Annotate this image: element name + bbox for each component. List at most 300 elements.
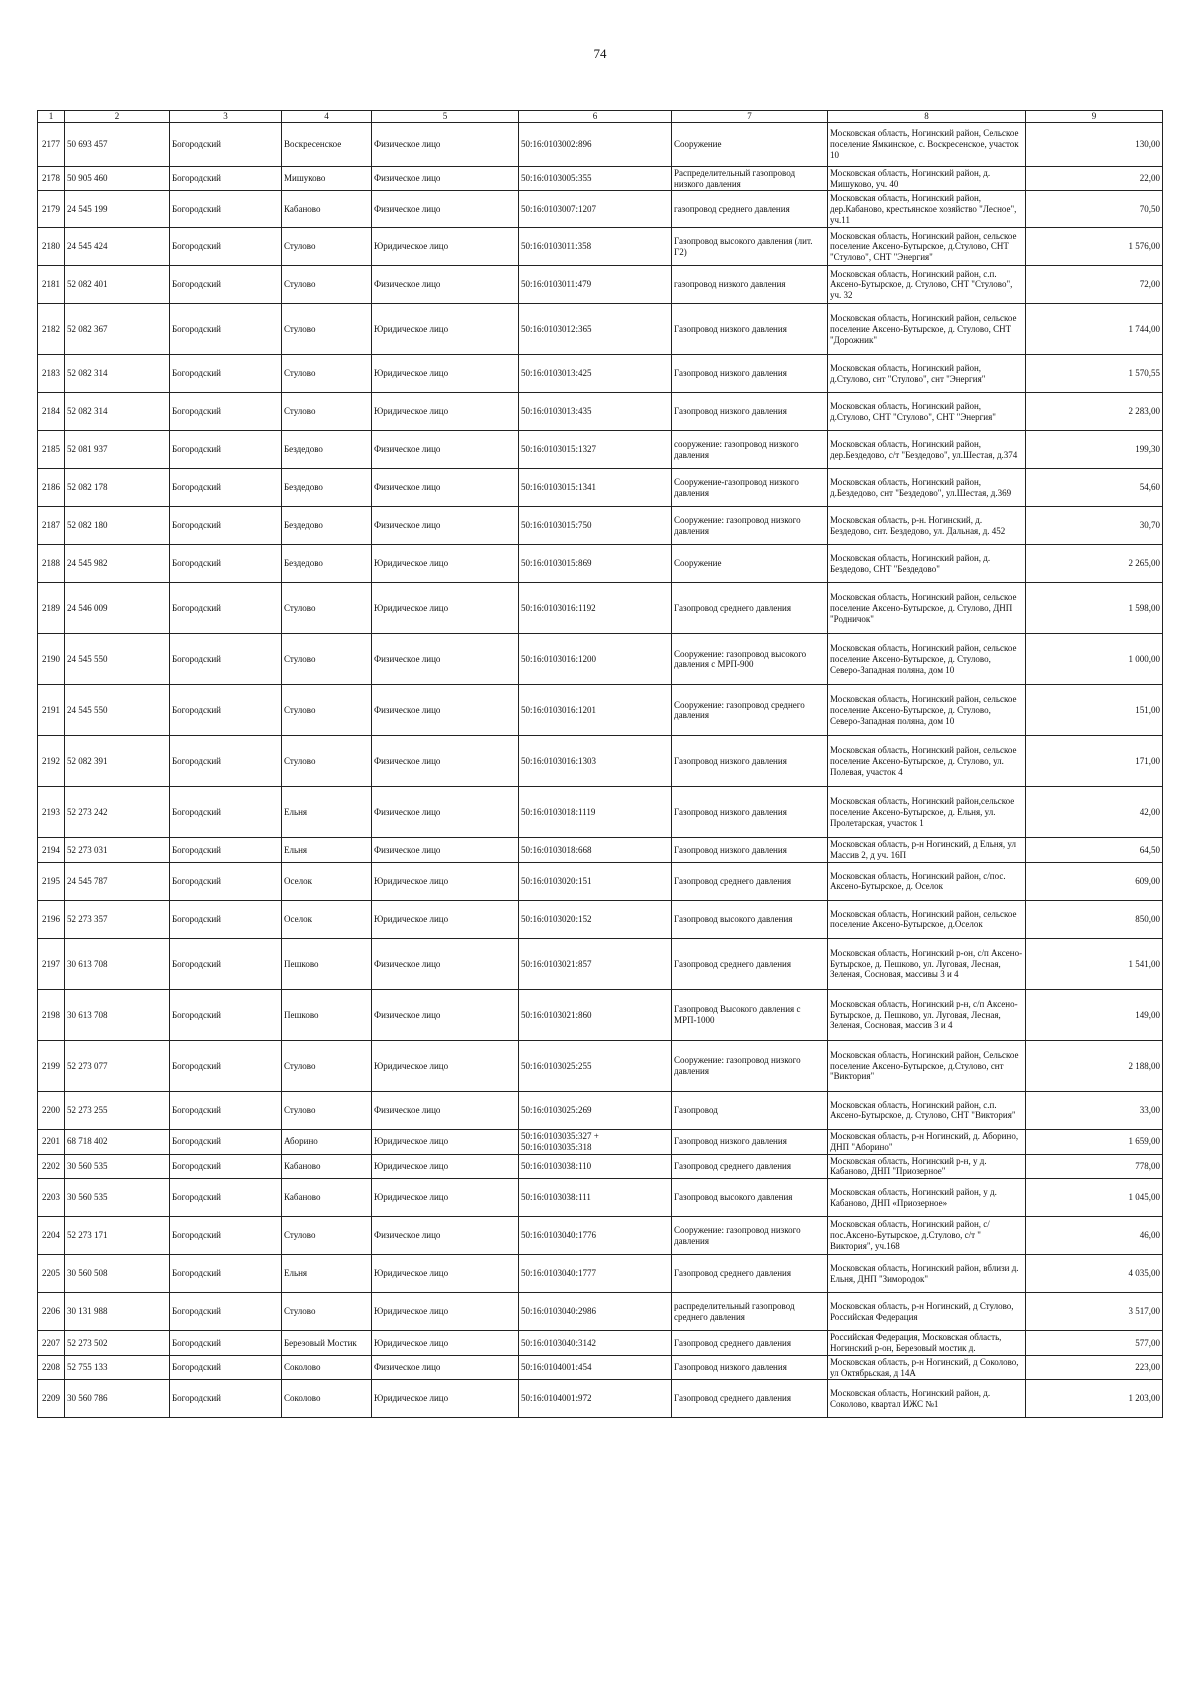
district-cell: Богородский [170, 266, 282, 304]
table-row [38, 1331, 1163, 1356]
value-cell: 850,00 [1026, 900, 1163, 938]
address-cell: Московская область, Ногинский район, дер.Кабаново, крестьянское хозяйство "Лесное", уч.11 [828, 191, 1026, 228]
owner-type-cell: Физическое лицо [372, 166, 519, 191]
value-cell: 22,00 [1026, 166, 1163, 191]
owner-type-cell: Физическое лицо [372, 938, 519, 989]
okato-code: 24 545 787 [65, 862, 170, 900]
object-type-cell: Распределительный газопровод низкого давления [672, 166, 828, 191]
object-type-cell: Сооружение: газопровод низкого давления [672, 1217, 828, 1255]
table-row [38, 1091, 1163, 1129]
cadastral-number-cell: 50:16:0103016:1200 [519, 634, 672, 685]
object-type-cell: Газопровод среднего давления [672, 938, 828, 989]
header-row [38, 111, 1163, 123]
value-cell: 171,00 [1026, 736, 1163, 787]
locality-cell: Кабаново [282, 1154, 372, 1179]
okato-code: 52 273 242 [65, 787, 170, 838]
row-number: 2180 [38, 228, 65, 266]
cadastral-number-cell: 50:16:0103002:896 [519, 122, 672, 166]
locality-cell: Ельня [282, 787, 372, 838]
address-cell: Московская область, Ногинский район, Сельское поселение Ямкинское, с. Воскресенское, участок 10 [828, 122, 1026, 166]
owner-type-cell: Юридическое лицо [372, 1293, 519, 1331]
owner-type-cell: Юридическое лицо [372, 900, 519, 938]
row-number: 2185 [38, 431, 65, 469]
row-number: 2196 [38, 900, 65, 938]
district-cell: Богородский [170, 900, 282, 938]
cadastral-number-cell: 50:16:0103025:269 [519, 1091, 672, 1129]
object-type-cell: Сооружение: газопровод высокого давления с МРП-900 [672, 634, 828, 685]
locality-cell: Аборино [282, 1129, 372, 1154]
value-cell: 1 000,00 [1026, 634, 1163, 685]
locality-cell: Пешково [282, 989, 372, 1040]
cadastral-number-cell: 50:16:0103040:1776 [519, 1217, 672, 1255]
row-number: 2201 [38, 1129, 65, 1154]
cadastral-number-cell: 50:16:0103015:869 [519, 545, 672, 583]
cadastral-number-cell: 50:16:0103013:435 [519, 393, 672, 431]
okato-code: 52 082 180 [65, 507, 170, 545]
address-cell: Московская область, Ногинский район, сельское поселение Аксено-Бутырское, д. Стулово, ул. Полевая, участок 4 [828, 736, 1026, 787]
row-number: 2187 [38, 507, 65, 545]
value-cell: 1 541,00 [1026, 938, 1163, 989]
address-cell: Российская Федерация, Московская область, Ногинский р-он, Березовый мостик д. [828, 1331, 1026, 1356]
row-number: 2178 [38, 166, 65, 191]
object-type-cell: Газопровод среднего давления [672, 862, 828, 900]
value-cell: 2 283,00 [1026, 393, 1163, 431]
object-type-cell: Газопровод низкого давления [672, 355, 828, 393]
okato-code: 24 545 982 [65, 545, 170, 583]
locality-cell: Стулово [282, 634, 372, 685]
table-row [38, 507, 1163, 545]
value-cell: 33,00 [1026, 1091, 1163, 1129]
cadastral-number-cell: 50:16:0103016:1192 [519, 583, 672, 634]
address-cell: Московская область, Ногинский р-он, с/п Аксено-Бутырское, д. Пешково, ул. Луговая, Лесная, Зеленая, Сосновая, массивы 3 и 4 [828, 938, 1026, 989]
address-cell: Московская область, р-н Ногинский, д Ельня, ул Массив 2, д уч. 16П [828, 838, 1026, 863]
cadastral-number-cell: 50:16:0104001:972 [519, 1380, 672, 1418]
district-cell: Богородский [170, 1154, 282, 1179]
object-type-cell: Газопровод среднего давления [672, 1255, 828, 1293]
address-cell: Московская область, Ногинский район, сельское поселение Аксено-Бутырское, д. Стулово, Северо-Западная поляна, дом 10 [828, 634, 1026, 685]
table-row [38, 431, 1163, 469]
okato-code: 52 082 178 [65, 469, 170, 507]
column-header: 1 [38, 111, 65, 123]
okato-code: 52 081 937 [65, 431, 170, 469]
row-number: 2209 [38, 1380, 65, 1418]
okato-code: 68 718 402 [65, 1129, 170, 1154]
owner-type-cell: Физическое лицо [372, 787, 519, 838]
okato-code: 52 082 314 [65, 393, 170, 431]
address-cell: Московская область, Ногинский район, Сельское поселение Аксено-Бутырское, д.Стулово, снт "Виктория" [828, 1040, 1026, 1091]
table-row [38, 1154, 1163, 1179]
table-row [38, 166, 1163, 191]
row-number: 2183 [38, 355, 65, 393]
value-cell: 1 045,00 [1026, 1179, 1163, 1217]
value-cell: 778,00 [1026, 1154, 1163, 1179]
district-cell: Богородский [170, 1179, 282, 1217]
object-type-cell: газопровод низкого давления [672, 266, 828, 304]
address-cell: Московская область, Ногинский р-н, у д. Кабаново, ДНП "Приозерное" [828, 1154, 1026, 1179]
object-type-cell: Газопровод высокого давления [672, 1179, 828, 1217]
district-cell: Богородский [170, 191, 282, 228]
object-type-cell: Газопровод низкого давления [672, 304, 828, 355]
locality-cell: Стулово [282, 583, 372, 634]
cadastral-number-cell: 50:16:0103011:479 [519, 266, 672, 304]
district-cell: Богородский [170, 1040, 282, 1091]
owner-type-cell: Физическое лицо [372, 1217, 519, 1255]
cadastral-number-cell: 50:16:0103013:425 [519, 355, 672, 393]
owner-type-cell: Физическое лицо [372, 431, 519, 469]
locality-cell: Мишуково [282, 166, 372, 191]
table-row [38, 545, 1163, 583]
owner-type-cell: Юридическое лицо [372, 1040, 519, 1091]
district-cell: Богородский [170, 228, 282, 266]
object-type-cell: Сооружение [672, 122, 828, 166]
district-cell: Богородский [170, 736, 282, 787]
value-cell: 577,00 [1026, 1331, 1163, 1356]
address-cell: Московская область, Ногинский район, у д. Кабаново, ДНП «Приозерное» [828, 1179, 1026, 1217]
row-number: 2193 [38, 787, 65, 838]
table-row [38, 1040, 1163, 1091]
column-header: 3 [170, 111, 282, 123]
cadastral-number-cell: 50:16:0103007:1207 [519, 191, 672, 228]
owner-type-cell: Физическое лицо [372, 507, 519, 545]
locality-cell: Стулово [282, 1293, 372, 1331]
okato-code: 30 560 535 [65, 1179, 170, 1217]
object-type-cell: Газопровод низкого давления [672, 1355, 828, 1380]
value-cell: 151,00 [1026, 685, 1163, 736]
locality-cell: Оселок [282, 862, 372, 900]
district-cell: Богородский [170, 1331, 282, 1356]
okato-code: 52 273 171 [65, 1217, 170, 1255]
locality-cell: Стулово [282, 736, 372, 787]
okato-code: 24 545 550 [65, 685, 170, 736]
table-row [38, 266, 1163, 304]
address-cell: Московская область, р-н Ногинский, д. Аборино, ДНП "Аборино" [828, 1129, 1026, 1154]
owner-type-cell: Физическое лицо [372, 989, 519, 1040]
object-type-cell: Газопровод низкого дав​ления [672, 393, 828, 431]
address-cell: Московская область, Ногинский р-н, с/п Аксено-Бутырское, д. Пешково, ул. Луговая, Лесная, Зеленая, Сосновая, массив 3 и 4 [828, 989, 1026, 1040]
locality-cell: Соколово [282, 1380, 372, 1418]
district-cell: Богородский [170, 431, 282, 469]
cadastral-number-cell: 50:16:0103011:358 [519, 228, 672, 266]
okato-code: 52 273 502 [65, 1331, 170, 1356]
cadastral-number-cell: 50:16:0103015:1327 [519, 431, 672, 469]
locality-cell: Стулово [282, 1217, 372, 1255]
cadastral-number-cell: 50:16:0103020:151 [519, 862, 672, 900]
page-number: 74 [593, 46, 607, 61]
object-type-cell: Газопровод низкого давления [672, 1129, 828, 1154]
okato-code: 30 560 535 [65, 1154, 170, 1179]
cadastral-number-cell: 50:16:0103021:857 [519, 938, 672, 989]
district-cell: Богородский [170, 989, 282, 1040]
registry-table [37, 110, 1163, 1418]
owner-type-cell: Физическое лицо [372, 266, 519, 304]
okato-code: 52 082 314 [65, 355, 170, 393]
okato-code: 52 273 077 [65, 1040, 170, 1091]
address-cell: Московская область, Ногинский район, сельское поселение Аксено-Бутырское, д. Стулово, СНТ "Дорожник" [828, 304, 1026, 355]
district-cell: Богородский [170, 166, 282, 191]
cadastral-number-cell: 50:16:0103025:255 [519, 1040, 672, 1091]
locality-cell: Березовый Мостик [282, 1331, 372, 1356]
value-cell: 149,00 [1026, 989, 1163, 1040]
okato-code: 24 545 424 [65, 228, 170, 266]
address-cell: Московская область, Ногинский район, д. Соколово, квартал ИЖС №1 [828, 1380, 1026, 1418]
table-row [38, 736, 1163, 787]
district-cell: Богородский [170, 787, 282, 838]
owner-type-cell: Юридическое лицо [372, 355, 519, 393]
okato-code: 24 546 009 [65, 583, 170, 634]
row-number: 2200 [38, 1091, 65, 1129]
column-header: 7 [672, 111, 828, 123]
okato-code: 52 273 031 [65, 838, 170, 863]
value-cell: 1 659,00 [1026, 1129, 1163, 1154]
owner-type-cell: Юридическое лицо [372, 1129, 519, 1154]
row-number: 2190 [38, 634, 65, 685]
table-row [38, 393, 1163, 431]
value-cell: 1 598,00 [1026, 583, 1163, 634]
locality-cell: Пешково [282, 938, 372, 989]
owner-type-cell: Юридическое лицо [372, 393, 519, 431]
okato-code: 52 273 255 [65, 1091, 170, 1129]
address-cell: Московская область, р-н Ногинский, д Соколово, ул Октябрьская, д 14А [828, 1355, 1026, 1380]
table-row [38, 583, 1163, 634]
row-number: 2205 [38, 1255, 65, 1293]
table-row [38, 191, 1163, 228]
value-cell: 30,70 [1026, 507, 1163, 545]
object-type-cell: Газопровод низкого давления [672, 838, 828, 863]
address-cell: Московская область, Ногинский район, вблизи д. Ельня, ДНП "Зимородок" [828, 1255, 1026, 1293]
table-row [38, 989, 1163, 1040]
address-cell: Московская область, Ногинский район,сельское поселение Аксено-Бутырское, д. Ельня, ул. Пролетарская, участок 1 [828, 787, 1026, 838]
okato-code: 52 082 401 [65, 266, 170, 304]
table-row [38, 685, 1163, 736]
row-number: 2198 [38, 989, 65, 1040]
row-number: 2189 [38, 583, 65, 634]
locality-cell: Стулово [282, 355, 372, 393]
address-cell: Московская область, Ногинский район, д.Бездедово, снт "Бездедово", ул.Шестая, д.369 [828, 469, 1026, 507]
district-cell: Богородский [170, 1091, 282, 1129]
owner-type-cell: Юридическое лицо [372, 545, 519, 583]
table-row [38, 1293, 1163, 1331]
table-row [38, 938, 1163, 989]
locality-cell: Стулово [282, 685, 372, 736]
object-type-cell: Сооружение [672, 545, 828, 583]
okato-code: 30 560 508 [65, 1255, 170, 1293]
row-number: 2192 [38, 736, 65, 787]
owner-type-cell: Юридическое лицо [372, 1179, 519, 1217]
table-row [38, 1380, 1163, 1418]
okato-code: 24 545 199 [65, 191, 170, 228]
owner-type-cell: Физическое лицо [372, 685, 519, 736]
column-header: 8 [828, 111, 1026, 123]
table-row [38, 1179, 1163, 1217]
cadastral-number-cell: 50:16:0103005:355 [519, 166, 672, 191]
district-cell: Богородский [170, 545, 282, 583]
value-cell: 70,50 [1026, 191, 1163, 228]
object-type-cell: Газопровод [672, 1091, 828, 1129]
object-type-cell: Газопровод среднего давления [672, 1380, 828, 1418]
table-row [38, 1217, 1163, 1255]
address-cell: Московская область, Ногинский район, д. Бездедово, СНТ "Бездедово" [828, 545, 1026, 583]
locality-cell: Ельня [282, 1255, 372, 1293]
object-type-cell: Газопровод высокого давления [672, 900, 828, 938]
value-cell: 223,00 [1026, 1355, 1163, 1380]
locality-cell: Кабаново [282, 1179, 372, 1217]
row-number: 2207 [38, 1331, 65, 1356]
row-number: 2186 [38, 469, 65, 507]
column-header: 4 [282, 111, 372, 123]
object-type-cell: распределительный газопровод среднего давления [672, 1293, 828, 1331]
district-cell: Богородский [170, 685, 282, 736]
table-row [38, 304, 1163, 355]
table-row [38, 900, 1163, 938]
owner-type-cell: Юридическое лицо [372, 583, 519, 634]
row-number: 2194 [38, 838, 65, 863]
value-cell: 2 188,00 [1026, 1040, 1163, 1091]
value-cell: 1 570,55 [1026, 355, 1163, 393]
address-cell: Московская область, Ногинский район, сельское поселение Аксено-Бутырское, д.Стулово, СНТ "Стулово", СНТ "Энергия" [828, 228, 1026, 266]
district-cell: Богородский [170, 469, 282, 507]
row-number: 2181 [38, 266, 65, 304]
address-cell: Московская область, Ногинский район, с/пос. Аксено-Бутырское, д. Оселок [828, 862, 1026, 900]
owner-type-cell: Юридическое лицо [372, 304, 519, 355]
column-header: 5 [372, 111, 519, 123]
address-cell: Московская область, р-н Ногинский, д Стулово, Российская Федерация [828, 1293, 1026, 1331]
object-type-cell: газопровод среднего давления [672, 191, 828, 228]
cadastral-number-cell: 50:16:0103015:750 [519, 507, 672, 545]
object-type-cell: Газопровод низкого давления [672, 736, 828, 787]
column-header: 9 [1026, 111, 1163, 123]
district-cell: Богородский [170, 583, 282, 634]
okato-code: 50 693 457 [65, 122, 170, 166]
okato-code: 52 082 367 [65, 304, 170, 355]
column-header: 2 [65, 111, 170, 123]
cadastral-number-cell: 50:16:0104001:454 [519, 1355, 672, 1380]
value-cell: 42,00 [1026, 787, 1163, 838]
cadastral-number-cell: 50:16:0103018:1119 [519, 787, 672, 838]
row-number: 2195 [38, 862, 65, 900]
table-body [38, 122, 1163, 1418]
table-row [38, 1129, 1163, 1154]
locality-cell: Кабаново [282, 191, 372, 228]
locality-cell: Оселок [282, 900, 372, 938]
okato-code: 24 545 550 [65, 634, 170, 685]
district-cell: Богородский [170, 634, 282, 685]
object-type-cell: Сооружение: газопровод низкого давления [672, 1040, 828, 1091]
locality-cell: Соколово [282, 1355, 372, 1380]
cadastral-number-cell: 50:16:0103020:152 [519, 900, 672, 938]
owner-type-cell: Физическое лицо [372, 191, 519, 228]
owner-type-cell: Физическое лицо [372, 469, 519, 507]
value-cell: 72,00 [1026, 266, 1163, 304]
value-cell: 199,30 [1026, 431, 1163, 469]
value-cell: 609,00 [1026, 862, 1163, 900]
object-type-cell: Газопровод среднего давления [672, 1331, 828, 1356]
row-number: 2203 [38, 1179, 65, 1217]
object-type-cell: Газопровод среднего давления [672, 1154, 828, 1179]
owner-type-cell: Юридическое лицо [372, 1331, 519, 1356]
district-cell: Богородский [170, 1217, 282, 1255]
cadastral-number-cell: 50:16:0103021:860 [519, 989, 672, 1040]
locality-cell: Воскресенское [282, 122, 372, 166]
owner-type-cell: Физическое лицо [372, 1355, 519, 1380]
district-cell: Богородский [170, 304, 282, 355]
address-cell: Московская область, Ногинский район, сельское поселение Аксено-Бутырское, д. Стулово, Северо-Западная поляна, дом 10 [828, 685, 1026, 736]
locality-cell: Бездедово [282, 469, 372, 507]
object-type-cell: сооружение: газопровод низкого давления [672, 431, 828, 469]
owner-type-cell: Юридическое лицо [372, 862, 519, 900]
object-type-cell: Газопровод высокого давления (лит. Г2) [672, 228, 828, 266]
cadastral-number-cell: 50:16:0103035:327 + 50:16:0103035:318 [519, 1129, 672, 1154]
district-cell: Богородский [170, 1293, 282, 1331]
district-cell: Богородский [170, 838, 282, 863]
okato-code: 30 560 786 [65, 1380, 170, 1418]
cadastral-number-cell: 50:16:0103038:110 [519, 1154, 672, 1179]
row-number: 2206 [38, 1293, 65, 1331]
address-cell: Московская область, Ногинский район, с.п. Аксено-Бутырское, д. Стулово, СНТ "Виктория" [828, 1091, 1026, 1129]
locality-cell: Стулово [282, 1040, 372, 1091]
table-row [38, 228, 1163, 266]
district-cell: Богородский [170, 1129, 282, 1154]
okato-code: 52 082 391 [65, 736, 170, 787]
owner-type-cell: Юридическое лицо [372, 1255, 519, 1293]
column-header: 6 [519, 111, 672, 123]
okato-code: 30 613 708 [65, 989, 170, 1040]
object-type-cell: Газопровод низкого давления [672, 787, 828, 838]
table-row [38, 469, 1163, 507]
table-row [38, 1255, 1163, 1293]
row-number: 2208 [38, 1355, 65, 1380]
cadastral-number-cell: 50:16:0103040:2986 [519, 1293, 672, 1331]
row-number: 2191 [38, 685, 65, 736]
okato-code: 30 131 988 [65, 1293, 170, 1331]
object-type-cell: Газопровод Высокого давления с МРП-1000 [672, 989, 828, 1040]
address-cell: Московская область, Ногинский район, с.п. Аксено-Бутырское, д. Стулово, СНТ "Стулово", уч. 32 [828, 266, 1026, 304]
owner-type-cell: Физическое лицо [372, 838, 519, 863]
owner-type-cell: Физическое лицо [372, 634, 519, 685]
row-number: 2188 [38, 545, 65, 583]
locality-cell: Ельня [282, 838, 372, 863]
cadastral-number-cell: 50:16:0103040:3142 [519, 1331, 672, 1356]
row-number: 2199 [38, 1040, 65, 1091]
row-number: 2177 [38, 122, 65, 166]
object-type-cell: Сооружение-газопровод низкого давления [672, 469, 828, 507]
cadastral-number-cell: 50:16:0103040:1777 [519, 1255, 672, 1293]
cadastral-number-cell: 50:16:0103012:365 [519, 304, 672, 355]
address-cell: Московская область, р-н. Ногинский, д. Бездедово, снт. Бездедово, ул. Дальная, д. 452 [828, 507, 1026, 545]
owner-type-cell: Физическое лицо [372, 122, 519, 166]
row-number: 2202 [38, 1154, 65, 1179]
address-cell: Московская область, Ногинский район, дер.Бездедово, с/т "Бездедово", ул.Шестая, д.374 [828, 431, 1026, 469]
value-cell: 54,60 [1026, 469, 1163, 507]
locality-cell: Стулово [282, 228, 372, 266]
locality-cell: Бездедово [282, 545, 372, 583]
value-cell: 3 517,00 [1026, 1293, 1163, 1331]
address-cell: Московская область, Ногинский район, сельское поселение Аксено-Бутырское, д. Стулово, ДНП "Родничок" [828, 583, 1026, 634]
object-type-cell: Сооружение: газопровод среднего давления [672, 685, 828, 736]
owner-type-cell: Юридическое лицо [372, 228, 519, 266]
cadastral-number-cell: 50:16:0103038:111 [519, 1179, 672, 1217]
object-type-cell: Сооружение: газопровод низкого давления [672, 507, 828, 545]
table-row [38, 1355, 1163, 1380]
locality-cell: Бездедово [282, 431, 372, 469]
okato-code: 50 905 460 [65, 166, 170, 191]
locality-cell: Бездедово [282, 507, 372, 545]
value-cell: 4 035,00 [1026, 1255, 1163, 1293]
locality-cell: Стулово [282, 266, 372, 304]
address-cell: Московская область, Ногинский район, д.Стулово, снт "Стулово", снт "Энергия" [828, 355, 1026, 393]
row-number: 2204 [38, 1217, 65, 1255]
cadastral-number-cell: 50:16:0103016:1201 [519, 685, 672, 736]
district-cell: Богородский [170, 355, 282, 393]
